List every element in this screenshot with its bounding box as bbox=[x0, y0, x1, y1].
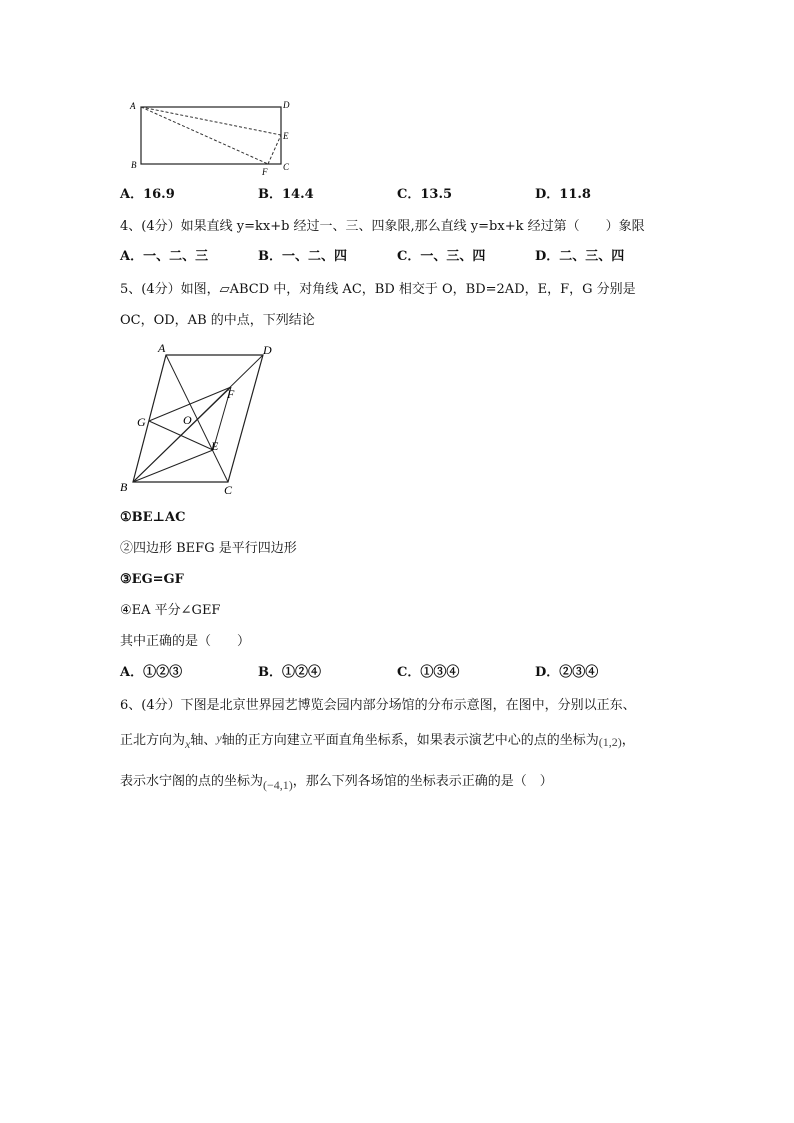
q5-option-c[interactable]: C．①③④ bbox=[397, 665, 460, 680]
q5-statement-1: ①BE⊥AC bbox=[120, 510, 186, 525]
q6-x-var: x bbox=[185, 737, 191, 751]
fig2-label-c: C bbox=[224, 483, 233, 497]
q5-stem-line2: OC，OD，AB 的中点，下列结论 bbox=[120, 313, 315, 328]
fig2-label-d: D bbox=[263, 343, 272, 357]
q5-statement-3: ③EG=GF bbox=[120, 572, 184, 587]
fig2-label-o: O bbox=[183, 413, 192, 427]
fig2-label-b: B bbox=[120, 480, 128, 494]
q6-coord-1: (1,2) bbox=[598, 735, 622, 749]
q6-line3-b: ，那么下列各场馆的坐标表示正确的是（ ） bbox=[292, 774, 553, 789]
fig1-label-a: A bbox=[130, 101, 136, 111]
figure-rectangle-abcd bbox=[126, 96, 298, 178]
fig2-label-e: E bbox=[211, 439, 219, 453]
q4-option-a[interactable]: A．一、二、三 bbox=[120, 249, 209, 264]
q4-option-c[interactable]: C．一、三、四 bbox=[397, 249, 486, 264]
q5-statement-2: ②四边形 BEFG 是平行四边形 bbox=[120, 541, 297, 556]
q6-y-var: y bbox=[216, 731, 222, 745]
q6-line2-c: 轴的正方向建立平面直角坐标系，如果表示演艺中心的点的坐标为 bbox=[221, 733, 599, 748]
fig1-label-b: B bbox=[131, 160, 137, 170]
q5-question: 其中正确的是（ ） bbox=[120, 634, 251, 649]
fig1-label-e: E bbox=[283, 131, 289, 141]
q5-statement-4: ④EA 平分∠GEF bbox=[120, 603, 221, 618]
q5-stem-line1: 5、(4分）如图，▱ABCD 中，对角线 AC，BD 相交于 O，BD=2AD，E，F，G 分别是 bbox=[120, 282, 636, 297]
fig1-label-d: D bbox=[283, 100, 290, 110]
q5-option-b[interactable]: B．①②④ bbox=[258, 665, 321, 680]
q6-line3-a: 表示水宁阁的点的坐标为 bbox=[120, 774, 264, 789]
q5-option-a[interactable]: A．①②③ bbox=[120, 665, 183, 680]
fig2-label-a: A bbox=[158, 341, 166, 355]
q3-option-b[interactable]: B．14.4 bbox=[258, 187, 314, 202]
q4-option-b[interactable]: B．一、二、四 bbox=[258, 249, 347, 264]
q6-line2-b: 轴、 bbox=[190, 733, 217, 748]
q5-option-d[interactable]: D．②③④ bbox=[535, 665, 599, 680]
fig2-label-f: F bbox=[227, 387, 235, 401]
q4-option-d[interactable]: D．二、三、四 bbox=[535, 249, 625, 264]
fig1-label-f: F bbox=[262, 167, 268, 177]
q4-stem: 4、(4分）如果直线 y=kx+b 经过一、三、四象限,那么直线 y=bx+k 经过第（ ）象限 bbox=[120, 219, 645, 234]
q6-line2-a: 正北方向为 bbox=[120, 733, 186, 748]
q6-line3 bbox=[120, 772, 553, 791]
fig1-label-c: C bbox=[283, 162, 290, 172]
q3-option-c[interactable]: C．13.5 bbox=[397, 187, 453, 202]
q6-line1: 6、(4分）下图是北京世界园艺博览会园内部分场馆的分布示意图，在图中，分别以正东、 bbox=[120, 698, 636, 713]
q6-coord-2: (−4,1) bbox=[263, 778, 293, 792]
q6-line2-d: ， bbox=[621, 733, 635, 748]
figure-parallelogram-abcd bbox=[116, 340, 282, 500]
fig2-label-g: G bbox=[137, 415, 146, 429]
q3-option-a[interactable]: A．16.9 bbox=[120, 187, 175, 202]
q3-option-d[interactable]: D．11.8 bbox=[535, 187, 591, 202]
q6-line2 bbox=[120, 731, 635, 750]
